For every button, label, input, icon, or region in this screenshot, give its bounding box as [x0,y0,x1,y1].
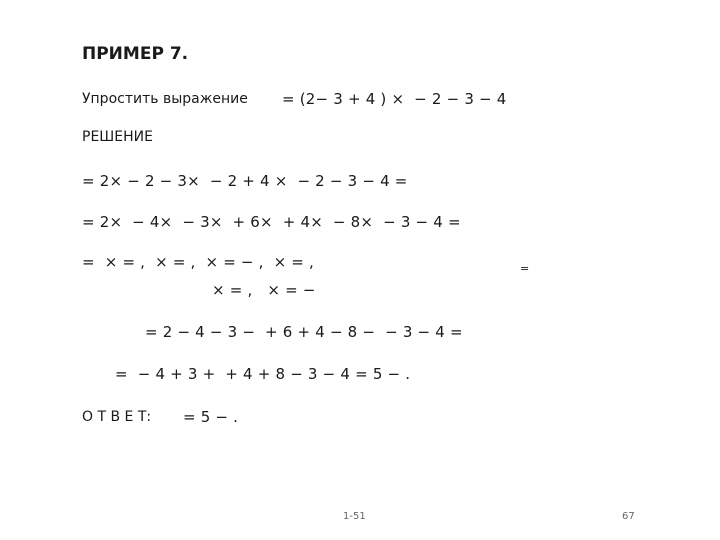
solution-line-1: = 2× − 2 − 3× − 2 + 4 × − 2 − 3 − 4 = [82,172,408,190]
solution-line-5: = 2 − 4 − 3 − + 6 + 4 − 8 − − 3 − 4 = [145,323,463,341]
solution-line-4-eq: = [520,262,530,275]
slide-title: ПРИМЕР 7. [82,44,189,64]
answer-expression: = 5 − . [178,408,239,426]
answer-label: О Т В Е Т: [82,409,152,425]
solution-line-2: = 2× − 4× − 3× + 6× + 4× − 8× − 3 − 4 = [82,213,461,231]
solution-line-6: = − 4 + 3 + + 4 + 8 − 3 − 4 = 5 − . [115,365,411,383]
page-number: 67 [622,511,635,522]
solution-label: РЕШЕНИЕ [82,129,153,145]
solution-line-4: × = , × = − [212,281,321,299]
task-label: Упростить выражение [82,91,248,107]
footer-center: 1-51 [343,511,366,522]
task-expression: = (2− 3 + 4 ) × − 2 − 3 − 4 [282,90,507,108]
solution-line-3: = × = , × = , × = − , × = , [82,253,315,271]
